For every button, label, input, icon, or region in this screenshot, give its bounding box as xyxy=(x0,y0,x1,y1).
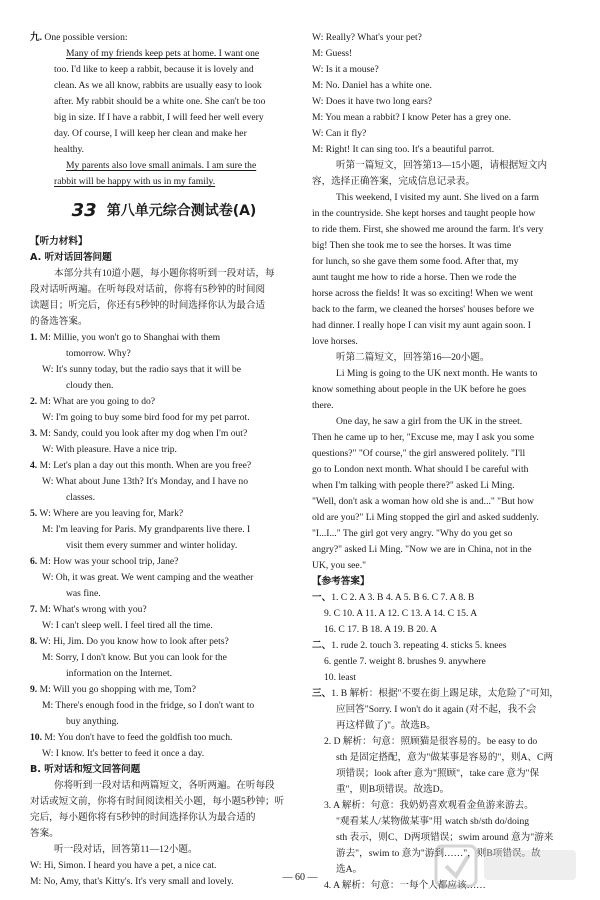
left-line: 你将听到一段对话和两篇短文，各听两遍。在听每段 xyxy=(54,780,275,791)
q9-item-number: 九. xyxy=(30,32,42,43)
right-line: M: No. Daniel has a white one. xyxy=(312,80,432,91)
right-line: Then he came up to her, "Excuse me, may I ask you some xyxy=(312,432,534,443)
right-line: One day, he saw a girl from the UK in the street. xyxy=(336,416,523,427)
left-line xyxy=(30,426,298,442)
right-item-number: 三、 xyxy=(312,688,332,699)
test-title xyxy=(30,194,298,228)
left-column xyxy=(30,30,298,890)
q9-line xyxy=(30,30,298,46)
left-line-text: W: Hi, Jim. Do you know how to look after pets? xyxy=(37,636,229,647)
left-item-number: 5. xyxy=(30,508,38,519)
left-line: tomorrow. Why? xyxy=(66,348,131,359)
left-line: was fine. xyxy=(66,588,101,599)
q9-line: healthy. xyxy=(54,144,85,155)
right-line: 游去"，swim to 意为"游到……"，则B项错误。故 xyxy=(336,848,541,859)
right-line: W: Does it have two long ears? xyxy=(312,96,433,107)
q9-line: My parents also love small animals. I am sure the xyxy=(66,160,257,171)
right-line: had dinner. I really hope I can visit my aunt again soon. I xyxy=(312,320,531,331)
right-line: there. xyxy=(312,400,334,411)
right-line: sth 表示，则C、D两项错误；swim around 意为"游来 xyxy=(336,832,554,843)
left-line xyxy=(30,458,298,474)
left-line: M: I'm leaving for Paris. My grandparents live there. I xyxy=(42,524,251,535)
left-line xyxy=(30,682,298,698)
right-line: "I...I..." The girl got very angry. "Why do you get so xyxy=(312,528,513,539)
right-line: know something about people in the UK before he goes xyxy=(312,384,526,395)
left-line: W: Hi, Simon. I heard you have a pet, a nice cat. xyxy=(30,860,217,871)
left-line: W: It's sunny today, but the radio says that it will be xyxy=(42,364,241,375)
left-line: W: Oh, it was great. We went camping and the weather xyxy=(42,572,254,583)
right-line: 6. gentle 7. weight 8. brushes 9. anywhere xyxy=(324,656,486,667)
right-line: 3. A 解析：句意：我奶奶喜欢观看金鱼游来游去。 xyxy=(324,800,534,811)
left-line: B. 听对话和短文回答问题 xyxy=(30,764,141,775)
left-line-text: M: Will you go shopping with me, Tom? xyxy=(37,684,196,695)
right-line-text: 1. rude 2. touch 3. repeating 4. sticks 5. knees xyxy=(331,640,507,651)
q9-line: Many of my friends keep pets at home. I want one xyxy=(66,48,260,59)
right-line: big! Then she took me to see the horses. It was time xyxy=(312,240,512,251)
left-line: 读题目；听完后，你还有5秒钟的时间选择你认为最合适 xyxy=(30,300,266,311)
left-line xyxy=(30,634,298,650)
test-name: 第八单元综合测试卷(A) xyxy=(106,203,257,219)
right-line: 2. D 解析：句意：照顾猫是很容易的。be easy to do xyxy=(324,736,538,747)
right-line: 【参考答案】 xyxy=(312,576,370,587)
right-line: sth 是固定搭配，意为"做某事是容易的"，则A、C两 xyxy=(336,752,554,763)
right-item-number: 一、 xyxy=(312,592,332,603)
right-line: in the countryside. She kept horses and taught people how xyxy=(312,208,536,219)
right-line: when I'm talking with people there?" asked Li Ming. xyxy=(312,480,515,491)
right-line: M: Right! It can sing too. It's a beautiful parrot. xyxy=(312,144,495,155)
left-line xyxy=(30,394,298,410)
left-line: cloudy then. xyxy=(66,380,114,391)
right-line: 4. A 解析：句意：一每个人都应该…… xyxy=(324,880,486,891)
right-line: 容，选择正确答案，完成信息记录表。 xyxy=(312,176,476,187)
left-line-text: M: What's wrong with you? xyxy=(37,604,147,615)
right-line xyxy=(312,686,578,702)
left-item-number: 9. xyxy=(30,684,38,695)
right-line: This weekend, I visited my aunt. She lived on a farm xyxy=(336,192,540,203)
left-item-number: 8. xyxy=(30,636,38,647)
left-item-number: 6. xyxy=(30,556,38,567)
right-line: 听第二篇短文，回答第16—20小题。 xyxy=(336,352,490,363)
q9-line: day. Of course, I will keep her clean and make her xyxy=(54,128,247,139)
left-line xyxy=(30,506,298,522)
q9-line-text: One possible version: xyxy=(42,32,128,43)
listening-material xyxy=(30,234,298,890)
q9-answer-block xyxy=(30,30,298,190)
left-line: buy anything. xyxy=(66,716,119,727)
right-line: love horses. xyxy=(312,336,358,347)
left-line: 本部分共有10道小题，每小题你将听到一段对话，每 xyxy=(54,268,275,279)
left-item-number: 1. xyxy=(30,332,38,343)
left-line xyxy=(30,602,298,618)
q9-line: clean. As we all know, rabbits are usually easy to look xyxy=(54,80,262,91)
right-line: back to the farm, we cleaned the horses' houses before we xyxy=(312,304,535,315)
right-line: horse across the fields! It was so exciting! When we went xyxy=(312,288,533,299)
left-item-number: 10. xyxy=(30,732,42,743)
left-line: 听一段对话，回答第11—12小题。 xyxy=(54,844,198,855)
right-line: "Well, don't ask a woman how old she is and..." "But how xyxy=(312,496,534,507)
right-line: 应回答"Sorry. I won't do it again (对不起，我不会 xyxy=(336,704,537,715)
left-line xyxy=(30,330,298,346)
left-line-text: M: You don't have to feed the goldfish too much. xyxy=(42,732,233,743)
left-line: M: No, Amy, that's Kitty's. It's very small and lovely. xyxy=(30,876,234,887)
right-column xyxy=(312,30,578,894)
right-line: 16. C 17. B 18. A 19. B 20. A xyxy=(324,624,438,635)
left-line: information on the Internet. xyxy=(66,668,173,679)
right-line: W: Really? What's your pet? xyxy=(312,32,422,43)
left-item-number: 4. xyxy=(30,460,38,471)
left-line xyxy=(30,554,298,570)
left-line-text: M: Millie, you won't go to Shanghai with them xyxy=(37,332,221,343)
right-item-number: 二、 xyxy=(312,640,332,651)
q9-line: after. My rabbit should be a white one. She can't be too xyxy=(54,96,266,107)
page-number: — 60 — xyxy=(282,872,318,883)
test-number: 33 xyxy=(71,200,97,221)
q9-line: too. I'd like to keep a rabbit, because it is lovely and xyxy=(54,64,254,75)
right-line: to ride them. First, she showed me around the farm. It's very xyxy=(312,224,544,235)
right-line: 重"，则B项错误。故选D。 xyxy=(336,784,450,795)
q9-line: rabbit will be happy with us in my family. xyxy=(54,176,216,187)
left-line: W: I know. It's better to feed it once a day. xyxy=(42,748,205,759)
right-line: Li Ming is going to the UK next month. He wants to xyxy=(336,368,538,379)
right-line: W: Is it a mouse? xyxy=(312,64,379,75)
q9-line: big in size. If I have a rabbit, I will feed her well every xyxy=(54,112,264,123)
left-line-text: W: Where are you leaving for, Mark? xyxy=(37,508,184,519)
left-item-number: 3. xyxy=(30,428,38,439)
left-line: 的备选答案。 xyxy=(30,316,88,327)
right-line: 听第一篇短文，回答第13—15小题，请根据短文内 xyxy=(336,160,548,171)
right-line: aunt taught me how to ride a horse. Then we rode the xyxy=(312,272,517,283)
right-line: 再这样做了)"。故选B。 xyxy=(336,720,436,731)
left-line: 答案。 xyxy=(30,828,59,839)
left-line-text: M: What are you going to do? xyxy=(37,396,156,407)
right-column-text xyxy=(312,30,578,894)
left-line: classes. xyxy=(66,492,96,503)
right-line-text: 1. B 解析：根据"不要在街上踢足球，太危险了"可知， xyxy=(331,688,559,699)
right-line: go to London next month. What should I be careful with xyxy=(312,464,529,475)
right-line: 选A。 xyxy=(336,864,363,875)
left-line-text: M: Let's plan a day out this month. When are you free? xyxy=(37,460,252,471)
left-line: W: What about June 13th? It's Monday, and I have no xyxy=(42,476,248,487)
right-line: UK, you see." xyxy=(312,560,367,571)
left-line-text: M: Sandy, could you look after my dog when I'm out? xyxy=(37,428,248,439)
left-line: 【听力材料】 xyxy=(30,236,88,247)
right-line xyxy=(312,590,578,606)
left-line: 完后，每小题你将有5秒钟的时间选择你认为最合适的 xyxy=(30,812,256,823)
right-line-text: 1. C 2. A 3. B 4. A 5. B 6. C 7. A 8. B xyxy=(331,592,475,603)
right-line: M: Guess! xyxy=(312,48,353,59)
right-line: 项错误；look after 意为"照顾"，take care 意为"保 xyxy=(336,768,540,779)
left-line: M: Sorry, I don't know. But you can look for the xyxy=(42,652,227,663)
left-line: visit them every summer and winter holiday. xyxy=(66,540,238,551)
left-line: M: There's enough food in the fridge, so I don't want to xyxy=(42,700,255,711)
right-line: 10. least xyxy=(324,672,356,683)
right-line: W: Can it fly? xyxy=(312,128,367,139)
watermark-logo xyxy=(432,840,582,892)
left-item-number: 2. xyxy=(30,396,38,407)
right-line: "观看某人/某物做某事"用 watch sb/sth do/doing xyxy=(336,816,530,827)
left-line: W: I'm going to buy some bird food for my pet parrot. xyxy=(42,412,250,423)
right-line: angry?" asked Li Ming. "Now we are in China, not in the xyxy=(312,544,532,555)
left-item-number: 7. xyxy=(30,604,38,615)
right-line: questions?" "Of course," the girl answered politely. "I'll xyxy=(312,448,526,459)
left-line: W: I can't sleep well. I feel tired all the time. xyxy=(42,620,213,631)
right-line: M: You mean a rabbit? I know Peter has a grey one. xyxy=(312,112,512,123)
left-line-text: M: How was your school trip, Jane? xyxy=(37,556,179,567)
left-line: 对话或短文前，你将有时间阅读相关小题，每小题5秒钟；听 xyxy=(30,796,285,807)
left-line: 段对话听两遍。在听每段对话前，你将有5秒钟的时间阅 xyxy=(30,284,266,295)
right-line: for lunch, so she gave them some food. After that, my xyxy=(312,256,519,267)
left-line xyxy=(30,730,298,746)
right-line xyxy=(312,638,578,654)
right-line: old are you?" Li Ming stopped the girl and asked suddenly. xyxy=(312,512,539,523)
left-line: W: With pleasure. Have a nice trip. xyxy=(42,444,177,455)
left-line: A. 听对话回答问题 xyxy=(30,252,112,263)
right-line: 9. C 10. A 11. A 12. C 13. A 14. C 15. A xyxy=(324,608,478,619)
